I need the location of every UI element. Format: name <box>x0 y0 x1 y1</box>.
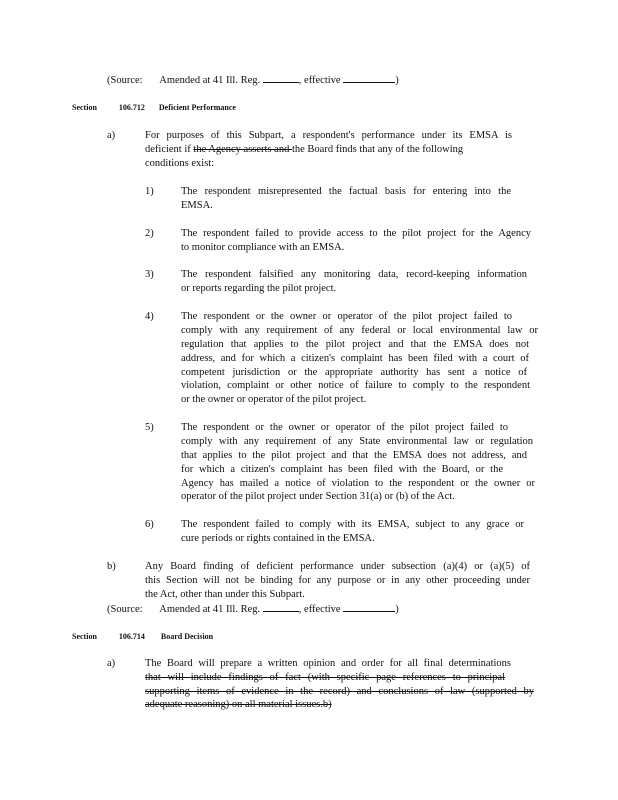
item-marker: 6) <box>145 519 154 530</box>
section-number: 106.712 <box>118 103 145 112</box>
item-line: The respondent falsified any monitoring data, record-keeping information <box>181 269 527 280</box>
source-effective-label: effective <box>304 75 341 86</box>
section-label: Section <box>72 103 97 112</box>
subsection-a-line: deficient if the Agency asserts and the Board finds that any of the following <box>145 144 464 155</box>
section-label: Section <box>72 632 97 641</box>
item-line: competent jurisdiction or the appropriate authority has sent a notice of <box>181 367 527 378</box>
item-line: comply with any requirement of any federal or local environmental law or <box>181 325 538 336</box>
subsection-b-line: the Act, other than under this Subpart. <box>145 589 305 600</box>
subsection-a-marker: a) <box>107 658 116 669</box>
struck-text: adequate reasoning) on all material issues.b) <box>145 699 332 710</box>
item-line: for which a citizen's complaint has been filed with the Board, or the <box>181 464 503 475</box>
item-marker: 3) <box>145 269 154 280</box>
source-label: (Source: <box>107 75 143 86</box>
item-line: The respondent failed to comply with its EMSA, subject to any grace or <box>181 519 524 530</box>
item-line: address, and for which a citizen's complaint has been filed with a court of <box>181 353 529 364</box>
item-line: The respondent misrepresented the factual basis for entering into the <box>181 186 511 197</box>
effective-date-blank <box>343 72 395 83</box>
source-note: (Source: Amended at 41 Ill. Reg. , effective ) <box>107 601 399 617</box>
item-line: or the owner or operator of the pilot project. <box>181 394 367 405</box>
source-note: (Source: Amended at 41 Ill. Reg. , effective ) <box>107 72 399 88</box>
struck-text: the Agency asserts and <box>193 144 292 155</box>
item-line: EMSA. <box>181 200 213 211</box>
struck-text: supporting items of evidence in the record) and conclusions of law (supported by <box>145 686 534 697</box>
subsection-a-line: conditions exist: <box>145 158 215 169</box>
subsection-b-line: this Section will not be binding for any purpose or in any other proceeding under <box>145 575 530 586</box>
item-line: The respondent or the owner or operator of the pilot project failed to <box>181 422 508 433</box>
item-line: regulation that applies to the pilot project and that the EMSA does not <box>181 339 529 350</box>
effective-date-blank <box>343 601 395 612</box>
item-marker: 5) <box>145 422 154 433</box>
item-marker: 4) <box>145 311 154 322</box>
item-line: violation, complaint or other notice of failure to comply to the respondent <box>181 380 530 391</box>
register-blank <box>263 601 299 612</box>
section-title: Deficient Performance <box>158 103 236 112</box>
item-line: or reports regarding the pilot project. <box>181 283 337 294</box>
subsection-a-line: For purposes of this Subpart, a respondent's performance under its EMSA is <box>145 130 512 141</box>
item-line: The respondent or the owner or operator of the pilot project failed to <box>181 311 512 322</box>
subsection-a-line: The Board will prepare a written opinion and order for all final determinations <box>145 658 511 669</box>
item-marker: 1) <box>145 186 154 197</box>
item-line: that applies to the pilot project and that the EMSA does not address, and <box>181 450 527 461</box>
item-line: Agency has mailed a notice of violation to the respondent or the owner or <box>181 478 535 489</box>
section-heading <box>72 102 236 113</box>
source-amended-text: Amended at 41 Ill. Reg. <box>159 604 261 615</box>
register-blank <box>263 72 299 83</box>
item-line: cure periods or rights contained in the EMSA. <box>181 533 375 544</box>
source-label: (Source: <box>107 604 143 615</box>
item-line: The respondent failed to provide access to the pilot project for the Agency <box>181 228 531 239</box>
item-line: to monitor compliance with an EMSA. <box>181 242 345 253</box>
subsection-b-line: Any Board finding of deficient performance under subsection (a)(4) or (a)(5) of <box>145 561 530 572</box>
section-number: 106.714 <box>118 632 145 641</box>
struck-text: that will include findings of fact (with specific page references to principal <box>145 672 505 683</box>
item-marker: 2) <box>145 228 154 239</box>
section-heading <box>72 631 213 642</box>
subsection-a-marker: a) <box>107 130 116 141</box>
source-amended-text: Amended at 41 Ill. Reg. <box>159 75 261 86</box>
item-line: comply with any requirement of any State environmental law or regulation <box>181 436 533 447</box>
source-effective-label: effective <box>304 604 341 615</box>
item-line: operator of the pilot project under Section 31(a) or (b) of the Act. <box>181 491 455 502</box>
section-title: Board Decision <box>160 632 214 641</box>
subsection-b-marker: b) <box>107 561 116 572</box>
